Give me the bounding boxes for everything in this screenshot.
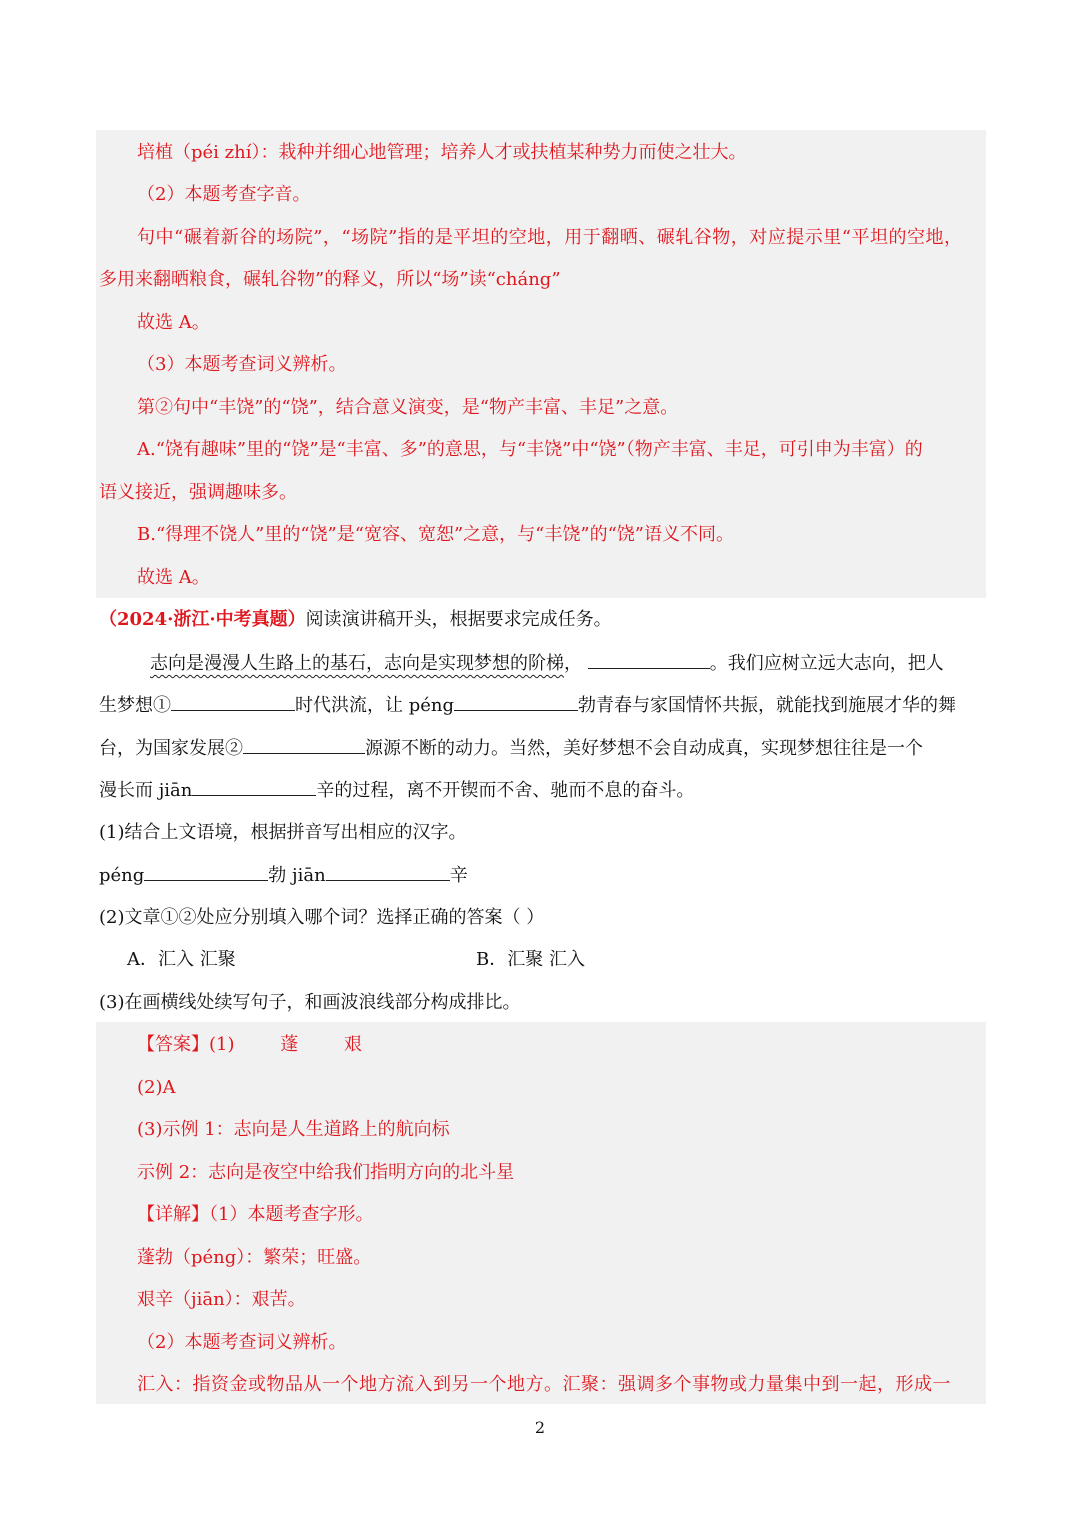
- option-b: B．汇聚 汇入: [476, 949, 585, 970]
- question-source: （2024·浙江·中考真题）: [99, 609, 306, 630]
- blank-peng[interactable]: [454, 692, 578, 711]
- question-header: [99, 607, 612, 635]
- blank-2[interactable]: [243, 735, 365, 754]
- passage-line-3-b: 源源不断的动力。当然，美好梦想不会自动成真，实现梦想往往是一个: [365, 738, 923, 759]
- answer-part-1: (1) 蓬 艰: [209, 1034, 363, 1055]
- q1-xin-label: 辛: [449, 865, 468, 886]
- question-intro: 阅读演讲稿开头，根据要求完成任务。: [305, 609, 612, 630]
- passage-line-2-c: 勃青春与家国情怀共振，就能找到施展才华的舞: [578, 695, 957, 716]
- sub-question-3: (3)在画横线处续写句子，和画波浪线部分构成排比。: [99, 992, 521, 1013]
- box1-line-2: （2）本题考查字音。: [137, 184, 311, 205]
- q1-peng-label: péng: [99, 865, 145, 886]
- box1-line-5: 故选 A。: [137, 312, 210, 333]
- answer-label: 【答案】: [137, 1034, 209, 1055]
- q1-jian-label: 勃 jiān: [268, 865, 326, 886]
- passage-line-2: [99, 692, 956, 720]
- q1-blank-jian[interactable]: [326, 862, 450, 881]
- blank-1[interactable]: [171, 692, 295, 711]
- passage-line-4: [99, 777, 694, 805]
- answer-line-1: [137, 1032, 362, 1060]
- detail-label: 【详解】: [137, 1204, 209, 1225]
- option-a: A．汇入 汇聚: [127, 949, 236, 970]
- passage-line-1-tail: 。我们应树立远大志向，把人: [709, 653, 944, 674]
- passage-comma: ，: [564, 653, 582, 674]
- blank-jian[interactable]: [192, 777, 316, 796]
- box1-line-6: （3）本题考查词义辨析。: [137, 354, 347, 375]
- detail-line-5: 汇入：指资金或物品从一个地方流入到另一个地方。汇聚：强调多个事物或力量集中到一起，形成一: [137, 1374, 951, 1395]
- box1-line-10: B.“得理不饶人”里的“饶”是“宽容、宽恕”之意，与“丰饶”的“饶”语义不同。: [137, 524, 734, 545]
- blank-continuation[interactable]: [588, 650, 710, 669]
- answer-line-3: (3)示例 1：志向是人生道路上的航向标: [137, 1119, 450, 1140]
- detail-line-3: 艰辛（jiān）：艰苦。: [137, 1289, 306, 1310]
- box1-line-7: 第②句中“丰饶”的“饶”，结合意义演变，是“物产丰富、丰足”之意。: [137, 397, 679, 418]
- page-number: 2: [534, 1418, 546, 1437]
- detail-line-4: （2）本题考查词义辨析。: [137, 1332, 347, 1353]
- sub-question-1-blanks: [99, 862, 468, 890]
- box1-line-4: 多用来翻晒粮食，碾轧谷物”的释义，所以“场”读“cháng”: [99, 269, 561, 290]
- wavy-underlined-text: 志向是漫漫人生路上的基石，志向是实现梦想的阶梯: [150, 653, 564, 674]
- answer-line-4: 示例 2：志向是夜空中给我们指明方向的北斗星: [137, 1162, 515, 1183]
- answer-line-2: (2)A: [137, 1077, 176, 1098]
- detail-line-1: [137, 1202, 373, 1230]
- sub-question-2: (2)文章①②处应分别填入哪个词？选择正确的答案（ ）: [99, 907, 545, 928]
- passage-line-2-b: 时代洪流，让 péng: [295, 695, 455, 716]
- passage-line-4-b: 辛的过程，离不开锲而不舍、驰而不息的奋斗。: [316, 780, 695, 801]
- passage-line-3: [99, 735, 923, 763]
- passage-line-4-a: 漫长而 jiān: [99, 780, 193, 801]
- box1-line-9: 语义接近，强调趣味多。: [99, 482, 297, 503]
- detail-line-2: 蓬勃（péng）：繁荣；旺盛。: [137, 1247, 372, 1268]
- passage-line-1: [150, 650, 944, 678]
- passage-line-3-a: 台，为国家发展②: [99, 738, 243, 759]
- sub-question-1: (1)结合上文语境，根据拼音写出相应的汉字。: [99, 822, 467, 843]
- box1-line-11: 故选 A。: [137, 567, 210, 588]
- box1-line-3: 句中“碾着新谷的场院”，“场院”指的是平坦的空地，用于翻晒、碾轧谷物，对应提示里“平坦的空地，: [137, 227, 963, 248]
- passage-line-2-a: 生梦想①: [99, 695, 171, 716]
- detail-part-1: （1）本题考查字形。: [209, 1204, 374, 1225]
- box1-line-1: 培植（péi zhí）：栽种并细心地管理；培养人才或扶植某种势力而使之壮大。: [137, 142, 747, 163]
- q1-blank-peng[interactable]: [144, 862, 268, 881]
- box1-line-8: A.“饶有趣味”里的“饶”是“丰富、多”的意思，与“丰饶”中“饶”（物产丰富、丰足，可引申为丰富）的: [137, 439, 923, 460]
